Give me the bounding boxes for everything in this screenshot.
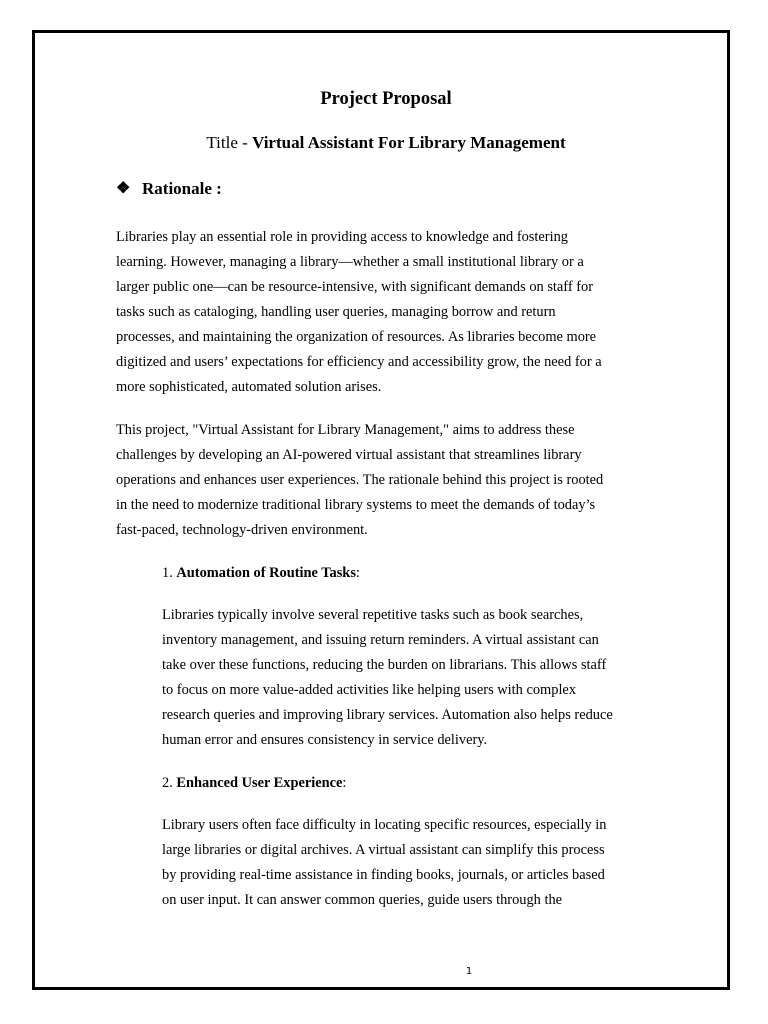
subtitle-prefix: Title - [206, 133, 253, 152]
page-number: 1 [465, 966, 473, 977]
paragraph-line: Library users often face difficulty in locating specific resources, especially in [162, 817, 607, 833]
paragraph-line: Libraries typically involve several repetitive tasks such as book searches, [162, 607, 584, 623]
paragraph-line: human error and ensures consistency in service delivery. [162, 732, 488, 748]
paragraph-line: This project, "Virtual Assistant for Library Management," aims to address these [116, 422, 575, 438]
paragraph-line: digitized and users’ expectations for efficiency and accessibility grow, the need for a [116, 354, 602, 370]
paragraph-line: fast-paced, technology-driven environment. [116, 522, 368, 538]
paragraph-line: take over these functions, reducing the burden on librarians. This allows staff [162, 657, 607, 673]
section-heading-label: Rationale : [142, 179, 222, 198]
section-heading-rationale [116, 177, 656, 201]
rationale-paragraph-1 [116, 225, 656, 400]
paragraph-line: operations and enhances user experiences. The rationale behind this project is rooted [116, 472, 604, 488]
list-item-heading-2 [162, 771, 656, 796]
paragraph-line: processes, and maintaining the organization of resources. As libraries become more [116, 329, 597, 345]
paragraph-line: large libraries or digital archives. A virtual assistant can simplify this process [162, 842, 605, 858]
paragraph-line: learning. However, managing a library—whether a small institutional library or a [116, 254, 584, 270]
rationale-paragraph-2 [116, 418, 656, 543]
paragraph-line: tasks such as cataloging, handling user queries, managing borrow and return [116, 304, 556, 320]
paragraph-line: on user input. It can answer common queries, guide users through the [162, 892, 563, 908]
paragraph-line: Libraries play an essential role in providing access to knowledge and fostering [116, 229, 568, 245]
paragraph-line: research queries and improving library services. Automation also helps reduce [162, 707, 613, 723]
paragraph-line: more sophisticated, automated solution arises. [116, 379, 382, 395]
list-item-body-2 [162, 813, 657, 913]
list-item-body-1 [162, 603, 657, 753]
list-colon: : [355, 565, 360, 581]
paragraph-line: larger public one—can be resource-intensive, with significant demands on staff for [116, 279, 594, 295]
paragraph-line: by providing real-time assistance in finding books, journals, or articles based [162, 867, 605, 883]
document-title: Project Proposal [320, 89, 452, 109]
list-heading-text: Automation of Routine Tasks [176, 565, 356, 581]
paragraph-line: challenges by developing an AI-powered virtual assistant that streamlines library [116, 447, 582, 463]
list-colon: : [342, 775, 347, 791]
document-subtitle [116, 131, 656, 155]
document-body [116, 86, 656, 913]
paragraph-line: inventory management, and issuing return reminders. A virtual assistant can [162, 632, 599, 648]
list-item-heading-1 [162, 561, 656, 586]
list-heading-text: Enhanced User Experience [176, 775, 343, 791]
paragraph-line: to focus on more value-added activities like helping users with complex [162, 682, 577, 698]
list-number: 1. [162, 565, 177, 581]
paragraph-line: in the need to modernize traditional library systems to meet the demands of today’s [116, 497, 596, 513]
subtitle-project-name: Virtual Assistant For Library Management [252, 133, 566, 152]
list-number: 2. [162, 775, 177, 791]
diamond-bullet-icon: ❖ [116, 180, 131, 197]
